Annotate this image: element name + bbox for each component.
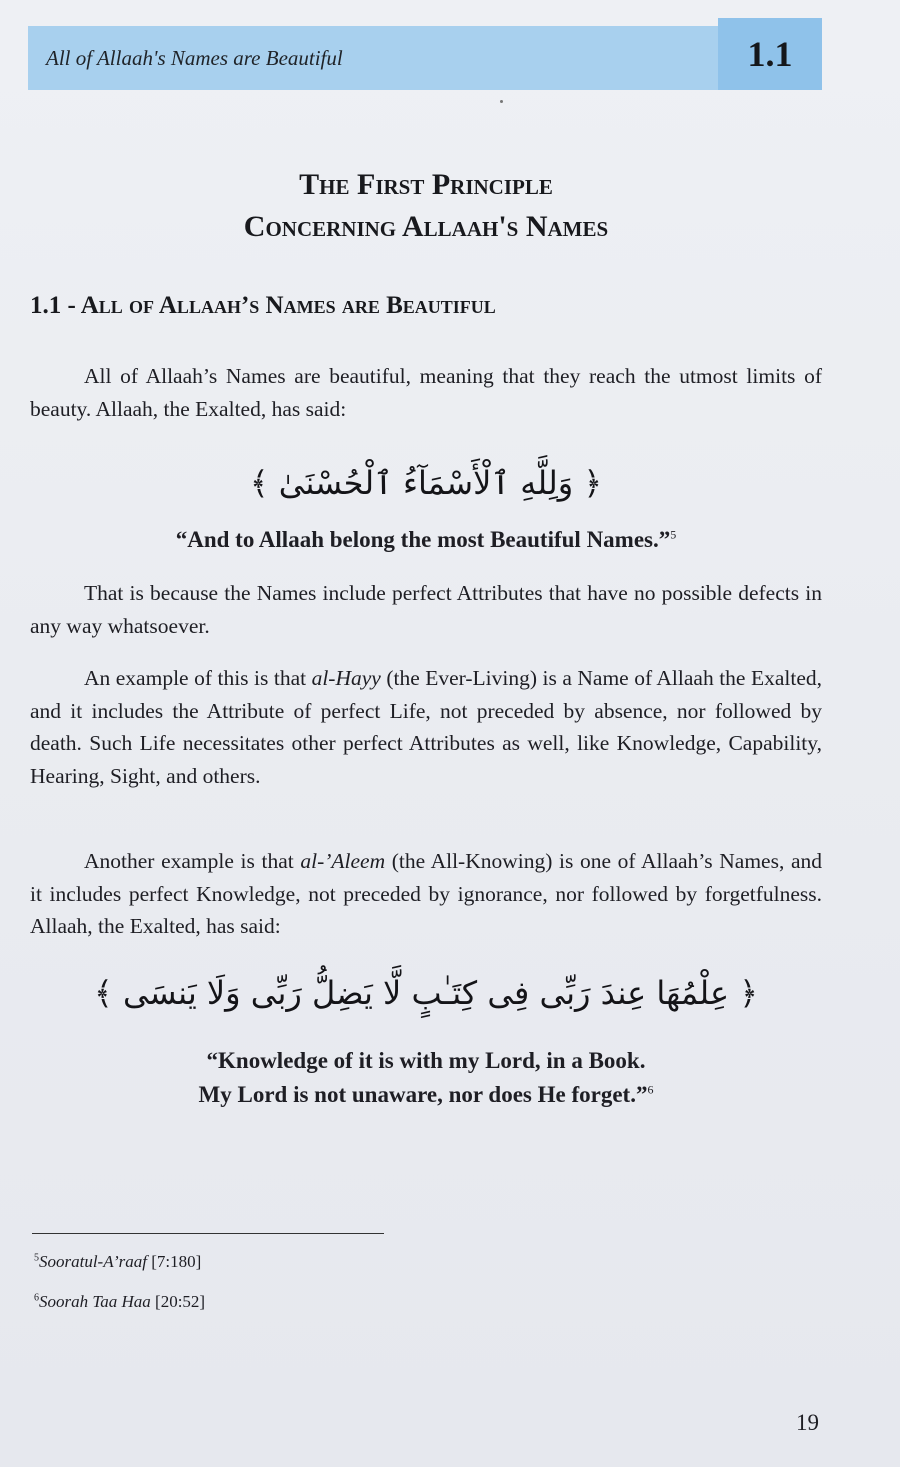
footnote-divider (32, 1233, 384, 1234)
footnote-5-number: 5 (34, 1252, 39, 1264)
term-al-aleem: al-’Aleem (300, 849, 386, 873)
footnote-6-source: Soorah Taa Haa (39, 1292, 151, 1311)
paragraph-4 (30, 845, 822, 943)
chapter-title-line1: The First Principle (299, 168, 553, 201)
verse-2-line1: “Knowledge of it is with my Lord, in a Book. (206, 1048, 646, 1073)
decorative-dot (500, 100, 503, 103)
running-header-title: All of Allaah's Names are Beautiful (46, 45, 343, 70)
paragraph-4-rest: (the All-Knowing) is one of Allaah’s Names, and it includes perfect Knowledge, not preceded by ignorance, nor followed by forgetfulness. Allaah, the Exalted, has said: (30, 849, 823, 938)
footnote-5-source: Sooratul-A’raaf (39, 1252, 147, 1271)
footnote-5-ref: [7:180] (146, 1252, 202, 1271)
running-header (28, 26, 718, 90)
page-number: 19 (796, 1410, 819, 1435)
footnote-5 (34, 1252, 201, 1272)
paragraph-4-start: Another example is that (84, 849, 301, 873)
footnote-marker-5: 5 (670, 527, 677, 542)
verse-2-line2-text: My Lord is not unaware, nor does He forget.” (198, 1082, 648, 1107)
paragraph-1: All of Allaah’s Names are beautiful, meaning that they reach the utmost limits of beauty. Allaah, the Exalted, has said: (30, 364, 822, 421)
paragraph-3 (30, 662, 822, 792)
section-heading: 1.1 - All of Allaah’s Names are Beautiful (30, 292, 496, 319)
paragraph-2: That is because the Names include perfect Attributes that have no possible defects in any way whatsoever. (30, 581, 822, 638)
quran-verse-1-translation (30, 523, 822, 557)
section-number-box (718, 18, 822, 90)
section-number: 1.1 (747, 34, 793, 74)
quran-verse-1-arabic: ﴿ وَلِلَّهِ ٱلْأَسْمَآءُ ٱلْحُسْنَىٰ ﴾ (249, 464, 603, 502)
verse-2-line2 (30, 1078, 822, 1112)
term-al-hayy: al-Hayy (311, 666, 381, 690)
quran-verse-2-arabic: ﴿ عِلْمُهَا عِندَ رَبِّى فِى كِتَـٰبٍ لَّا يَضِلُّ رَبِّى وَلَا يَنسَى ﴾ (94, 974, 758, 1012)
quran-verse-2-translation (30, 1044, 822, 1112)
verse-1-text: “And to Allaah belong the most Beautiful Names.” (175, 527, 671, 552)
footnote-6 (34, 1292, 205, 1312)
paragraph-3-rest: (the Ever-Living) is a Name of Allaah the Exalted, and it includes the Attribute of perfect Life, not preceded by absence, nor followed by death. Such Life necessitates other perfect Attributes as well, like Knowledge, Capability, Hearing, Sight, and others. (30, 666, 822, 788)
chapter-title-line2: Concerning Allaah's Names (243, 210, 609, 243)
footnote-6-number: 6 (34, 1292, 39, 1304)
chapter-title (30, 164, 822, 248)
footnote-6-ref: [20:52] (150, 1292, 206, 1311)
paragraph-3-start: An example of this is that (84, 666, 312, 690)
footnote-marker-6: 6 (647, 1082, 654, 1097)
